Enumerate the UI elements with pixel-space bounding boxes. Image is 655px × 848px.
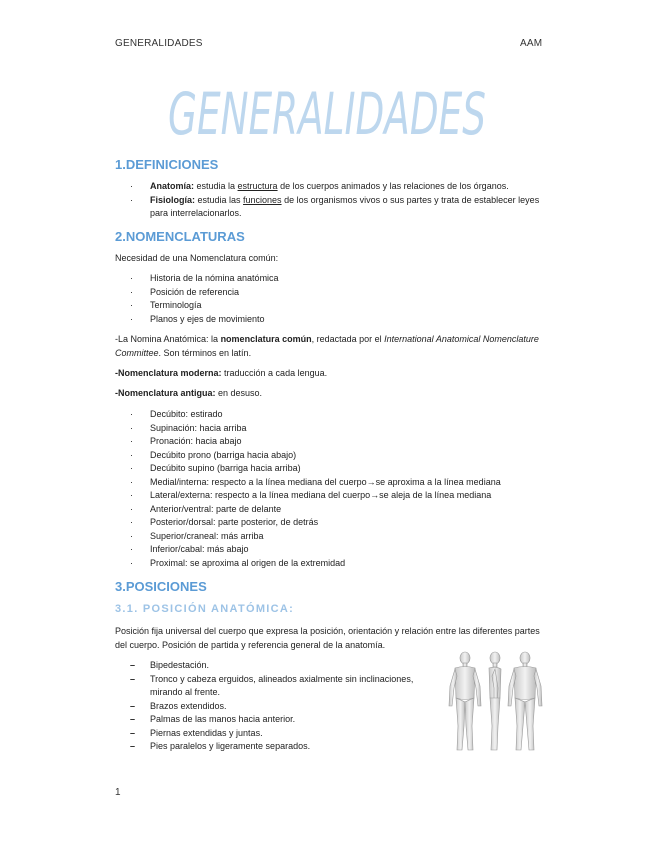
front-view-figure: [449, 652, 481, 750]
list-item: – Piernas extendidas y juntas.: [130, 727, 415, 741]
list-item: · Decúbito prono (barriga hacia abajo): [130, 449, 545, 463]
list-item: · Medial/interna: respecto a la línea mediana del cuerpo→se aproxima a la línea mediana: [130, 476, 545, 490]
list-item: · Fisiología: estudia las funciones de los organismos vivos o sus partes y trata de establecer leyes para interrelacionarlos.: [130, 194, 545, 221]
anatomical-terms-list: [130, 408, 545, 570]
nomenclature-needs-list: [130, 272, 545, 326]
section-heading-posiciones: 3.POSICIONES: [115, 579, 207, 594]
list-item: · Posición de referencia: [130, 286, 545, 300]
section-heading-definiciones: 1.DEFINICIONES: [115, 157, 219, 172]
nomenclature-intro: Necesidad de una Nomenclatura común:: [115, 253, 279, 263]
list-item: · Inferior/cabal: más abajo: [130, 543, 545, 557]
list-item: · Lateral/externa: respecto a la línea mediana del cuerpo→se aleja de la línea mediana: [130, 489, 545, 503]
list-item: · Supinación: hacia arriba: [130, 422, 545, 436]
list-item: · Historia de la nómina anatómica: [130, 272, 545, 286]
list-item: · Anatomía: estudia la estructura de los cuerpos animados y las relaciones de los órganos.: [130, 180, 545, 194]
list-item: · Proximal: se aproxima al origen de la extremidad: [130, 557, 545, 571]
list-item: · Posterior/dorsal: parte posterior, de detrás: [130, 516, 545, 530]
list-item: · Anterior/ventral: parte de delante: [130, 503, 545, 517]
side-view-figure: [489, 652, 501, 750]
list-item: – Pies paralelos y ligeramente separados.: [130, 740, 415, 754]
anatomical-position-figures: [440, 648, 548, 758]
nomenclatura-antigua: -Nomenclatura antigua: en desuso.: [115, 388, 263, 398]
list-item: · Planos y ejes de movimiento: [130, 313, 545, 327]
list-item: · Superior/craneal: más arriba: [130, 530, 545, 544]
list-item: · Decúbito supino (barriga hacia arriba): [130, 462, 545, 476]
back-view-figure: [508, 652, 542, 750]
posicion-anatomica-description: Posición fija universal del cuerpo que expresa la posición, orientación y relación entre las diferentes partes del cuerpo. Posición de partida y referencia general de la anatomía.: [115, 626, 540, 650]
list-item: – Tronco y cabeza erguidos, alineados axialmente sin inclinaciones, mirando al frente.: [130, 673, 415, 700]
posicion-anatomica-list: [130, 659, 415, 754]
page-number: 1: [115, 787, 121, 798]
list-item: – Brazos extendidos.: [130, 700, 415, 714]
definitions-list: [130, 180, 545, 221]
list-item: · Terminología: [130, 299, 545, 313]
nomina-anatomica-paragraph: -La Nomina Anatómica: la nomenclatura común, redactada por el International Anatomical Nomenclature Committee. Son términos en latín.: [115, 334, 539, 358]
subsection-heading-posicion-anatomica: 3.1. POSICIÓN ANATÓMICA:: [115, 603, 295, 615]
section-heading-nomenclaturas: 2.NOMENCLATURAS: [115, 229, 245, 244]
running-header-initials: AAM: [520, 38, 543, 49]
list-item: · Decúbito: estirado: [130, 408, 545, 422]
nomenclatura-moderna: -Nomenclatura moderna: traducción a cada lengua.: [115, 368, 328, 378]
list-item: – Palmas de las manos hacia anterior.: [130, 713, 415, 727]
document-title-text: GENERALIDADES: [168, 80, 486, 148]
document-title: [162, 72, 492, 152]
running-header-title: GENERALIDADES: [115, 38, 203, 49]
list-item: – Bipedestación.: [130, 659, 415, 673]
list-item: · Pronación: hacia abajo: [130, 435, 545, 449]
